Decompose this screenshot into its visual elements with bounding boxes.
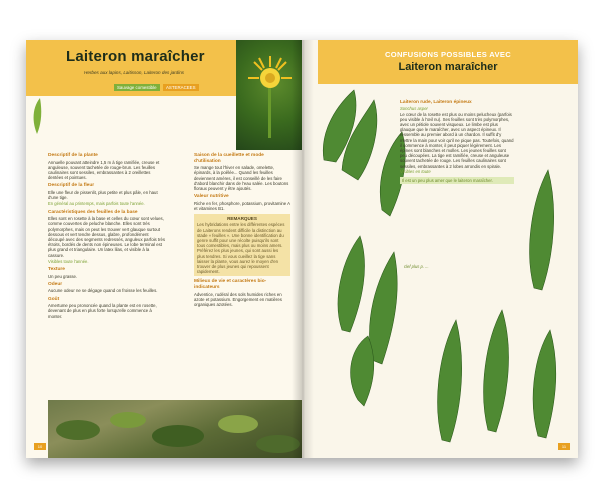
heading-flower: Descriptif de la fleur xyxy=(48,183,95,189)
leaf-specimen-10-icon xyxy=(530,170,554,290)
book-spread xyxy=(26,40,578,458)
left-page xyxy=(26,40,302,458)
page-title: Laiteron maraîcher xyxy=(66,48,205,65)
heading-description: Descriptif de la plante xyxy=(48,153,98,158)
text-texture: Un peu grasse. xyxy=(48,273,78,279)
leaf-specimen-4-icon xyxy=(338,236,364,332)
heading-season: Saison de la cueillette et mode d'utilisation xyxy=(194,153,264,164)
confusion-label: CONFUSIONS POSSIBLES AVEC xyxy=(384,50,512,59)
leaf-specimen-8-icon xyxy=(484,310,509,432)
heading-nutrition: Valeur nutritive xyxy=(194,194,229,200)
ground-photo xyxy=(48,400,302,458)
species-description: Le cœur de la rosette est plus ou moins pelucheux (parfois peu visible à l'œil nu). Ses feuilles sont très polymorphes, avec un pétiole souvent visqueux. Le limbe est plus glauque que le maraîcher, avec un aspect épineux. Il ressemble au premier abord à un chardon. Il suffit d'y mettre la main pour voir qu'il ne pique pas. Toutefois, quand il commence à monter, il peut piquer légèrement. Les épines sont blanches et molles. Les jeunes feuilles sont peu découpées. La tige est ramifiée, creuse et anguleuse souvent tachetée de rouge. Les feuilles caulinaires sont sessiles, embrassantes à 2 lobes arrondis en spirale. xyxy=(400,111,514,169)
text-habitat: Adventice, rudéral des sols humides riches en azote et potassium. Engorgement en matières organiques azotées. xyxy=(194,291,282,308)
heading-leaves: Caractéristiques des feuilles de la base xyxy=(48,209,138,215)
heading-habitat: Milieux de vie et caractères bio-indicateurs xyxy=(194,279,267,291)
heading-texture: Texture xyxy=(48,267,65,273)
foliage-icon xyxy=(48,400,302,458)
remarks-text: Les hybridations entre les différentes espèces de Laiterons rendent difficile la distinction au stade « feuilles ». Une bonne identification du genre suffit pour une récolte puisqu'ils sont tous comestibles, mais plus ou moins amers. Préférez les plus jeunes, qui sont aussi les plus tendres. Si vous cueillez la tige sans laisser la plante, vous aurez le moyen d'en trouver de plus jeunes qui repoussent rapidement. xyxy=(197,222,285,275)
text-leaves: Elles sont en rosette à la base et celles du cœur sont velues, comme couvertes de peluche blanche. Elles sont très polymorphes, mais on peut les trouver vert glauque surtout dessous et vert tendre dessus, glabre, profondément découpé avec des segments redressés, anguleux parfois très étroits, bordés de dents non épineuses. Le lobe terminal est plus grand et triangulaire. Un latex lilas, et visible à la cassure. xyxy=(48,216,166,258)
remarks-title: REMARQUES xyxy=(227,216,257,222)
species-note: Visibles en toute xyxy=(400,168,431,174)
confusion-title: Laiteron maraîcher xyxy=(398,61,498,73)
synonyms: Herbes aux lapins, Laitisson, Laiteron des jardins xyxy=(84,70,185,75)
leaf-specimen-5-icon xyxy=(369,252,397,364)
page-number-right: 11 xyxy=(558,443,570,450)
species-heading: Laiteron rude, Laiteron épineux xyxy=(400,100,472,105)
tag-primary: Sauvage comestible xyxy=(114,84,160,91)
text-flower: Elle une fleur de pissenlit, plus petite et plus pâle, en haut d'une tige. xyxy=(48,190,158,201)
species-taste-note: Il est un peu plus amer que le laiteron maraîcher. xyxy=(400,177,514,184)
leaf-specimen-6-icon xyxy=(351,336,374,406)
leaf-deco-icon xyxy=(30,96,44,136)
left-header xyxy=(26,40,236,96)
tag-family: ASTERACEES xyxy=(163,84,199,91)
remarks-box xyxy=(194,214,290,276)
text-nutrition: Riche en fer, phosphore, potassium, provitamine A et vitamines B1. xyxy=(194,200,290,211)
species-latin-name: Sonchus asper xyxy=(400,105,428,111)
text-season: Se mange tout l'hiver en salade, omelette, épinards, à la poêlée... Quand les feuilles deviennent amères, il est conseillé de les faire d'abord blanchir dans de l'eau salée. Les boutons floraux peuvent y être ajoutés. xyxy=(194,165,289,191)
text-description: Annuelle pouvant atteindre 1,5 m à tige ramifiée, creuse et anguleuse, souvent tachetée de rouge-brun. Les feuilles caulinaires sont sessiles, embrassantes à 2 oreillettes dentées et pointues. xyxy=(48,159,160,181)
cross-reference: clef plus p. ... xyxy=(404,264,429,269)
text-smell: Aucune odeur ne se dégage quand on froisse les feuilles. xyxy=(48,288,158,294)
heading-smell: Odeur xyxy=(48,281,63,287)
note-flower: En général au printemps, mais parfois toute l'année. xyxy=(48,201,145,207)
confusion-info-box xyxy=(400,100,514,184)
note-leaves: Visibles toute l'année. xyxy=(48,258,89,264)
heading-taste: Goût xyxy=(48,296,60,302)
right-page xyxy=(302,40,578,458)
text-taste: Amertume peu prononcée quand la plante est en rosette, devenant de plus en plus forte lorsqu'elle commence à monter. xyxy=(48,303,157,319)
book-gutter xyxy=(292,40,314,458)
page-number-left: 10 xyxy=(34,443,46,450)
leaf-specimen-9-icon xyxy=(533,330,556,438)
left-column-a xyxy=(48,150,166,319)
left-column-b xyxy=(194,150,290,307)
leaf-specimen-7-icon xyxy=(438,320,462,442)
